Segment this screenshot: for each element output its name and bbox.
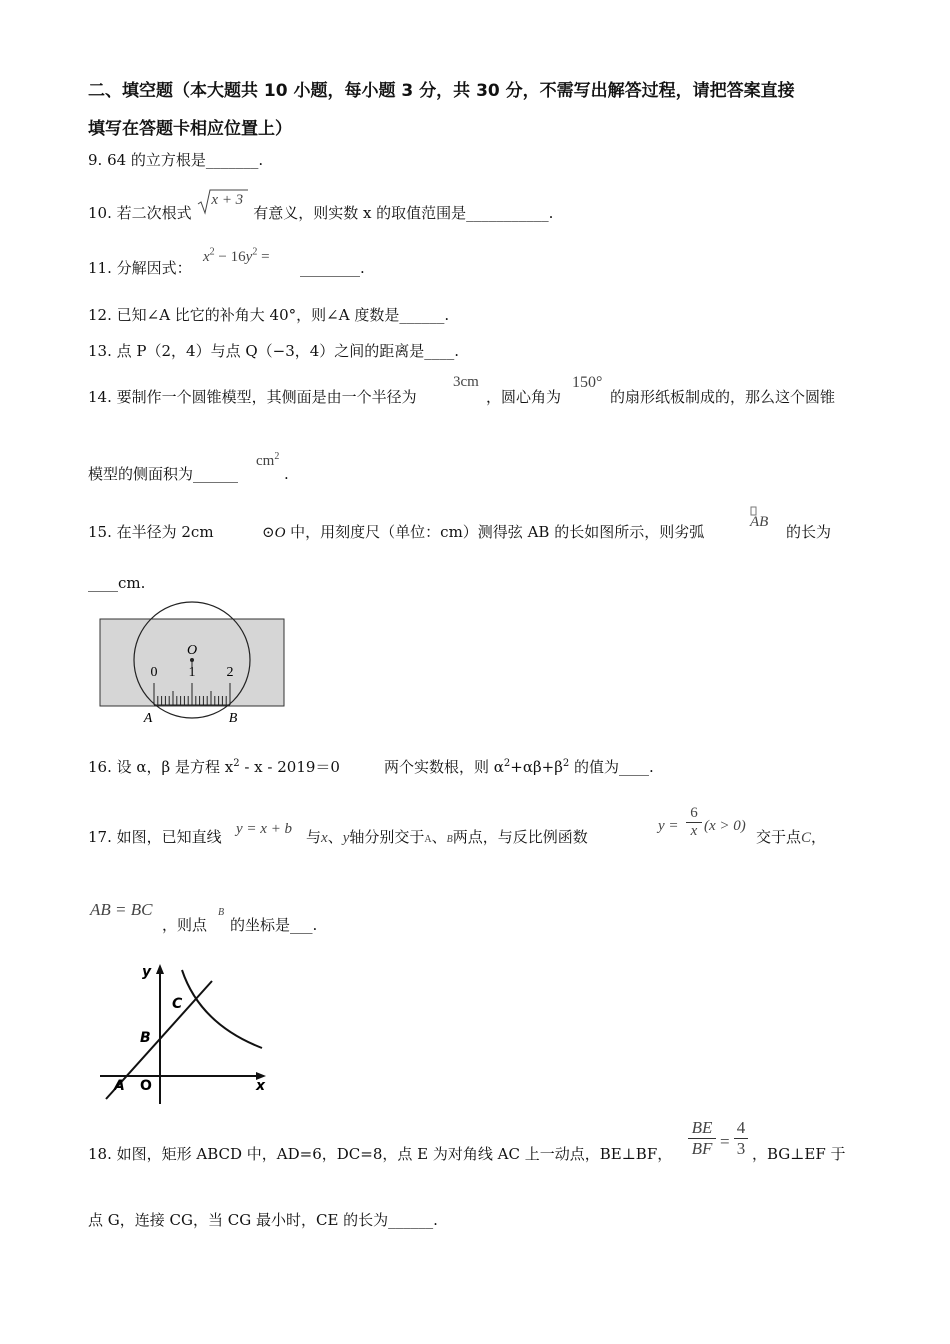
q10-radicand: x + 3 bbox=[211, 192, 244, 208]
q11-mid: − 16 bbox=[214, 249, 246, 265]
q17-line2-end: 的坐标是___. bbox=[230, 916, 318, 934]
q10-pre: 10. 若二次根式 bbox=[88, 204, 192, 222]
hyperbola-curve bbox=[182, 970, 262, 1048]
q14-mid: ，圆心角为 bbox=[486, 388, 562, 406]
tick-label-2: 2 bbox=[226, 665, 234, 680]
tick-label-0: 0 bbox=[150, 665, 158, 680]
q11-eq: = bbox=[257, 249, 270, 265]
question-13: 13. 点 P（2，4）与点 Q（−3，4）之间的距离是____. bbox=[88, 342, 460, 360]
section-heading-line1: 二、填空题（本大题共 10 小题，每小题 3 分，共 30 分，不需写出解答过程，请把答案直接 bbox=[88, 81, 795, 101]
q11-y: y bbox=[245, 249, 253, 265]
q11-pre: 11. 分解因式： bbox=[88, 259, 192, 277]
q17-condition: (x > 0) bbox=[704, 818, 746, 834]
q15-main bbox=[262, 522, 704, 543]
q15-post: 的长为 bbox=[786, 523, 832, 541]
q14-angle: 150° bbox=[572, 374, 603, 391]
q18-eq: = bbox=[720, 1132, 730, 1151]
q14-pre: 14. 要制作一个圆锥模型，其侧面是由一个半径为 bbox=[88, 388, 417, 406]
question-16 bbox=[88, 754, 340, 777]
label-y: y bbox=[142, 964, 152, 980]
y-axis-arrow-icon bbox=[156, 964, 164, 974]
label-b: B bbox=[228, 711, 238, 726]
q10-sqrt bbox=[196, 192, 248, 218]
q16-post: 两个实数根，则 $\alpha^2+\alpha\beta+\beta^2$ 的值为____. bbox=[384, 758, 654, 776]
q15-pre: 15. 在半径为 2cm bbox=[88, 523, 214, 541]
question-12: 12. 已知∠A 比它的补角大 40°，则∠A 度数是______. bbox=[88, 306, 450, 324]
q17-line2-b: B bbox=[218, 907, 225, 918]
q11-x: x bbox=[203, 249, 210, 265]
q18-line2: 点 G，连接 CG，当 CG 最小时，CE 的长为______. bbox=[88, 1211, 438, 1229]
q14-unit: $cm^2$ bbox=[256, 451, 280, 469]
question-9: 9. 64 的立方根是_______. bbox=[88, 151, 264, 169]
q17-fraction: $\frac{6}{x}$ bbox=[686, 805, 702, 840]
q14-post: 的扇形纸板制成的，那么这个圆锥 bbox=[610, 388, 836, 406]
label-o: O bbox=[140, 1078, 152, 1094]
q17-end: 交于点C， bbox=[756, 828, 827, 846]
question-10 bbox=[88, 192, 554, 223]
q17-line-eq: y = x + b bbox=[236, 821, 293, 837]
section-heading-line2: 填写在答题卡相应位置上） bbox=[88, 119, 292, 139]
q14-line2: 模型的侧面积为______ bbox=[88, 465, 239, 483]
question-11 bbox=[88, 258, 192, 278]
q17-line2: ，则点 bbox=[162, 916, 208, 934]
q18-pre: 18. 如图，矩形 ABCD 中，AD=6，DC=8，点 E 为对角线 AC 上一动点，BE⊥BF， bbox=[88, 1145, 673, 1163]
label-x: x bbox=[256, 1078, 266, 1094]
q11-expression bbox=[203, 246, 270, 266]
q17-line2-eq: AB = BC bbox=[90, 900, 153, 919]
label-a: A bbox=[114, 1078, 125, 1094]
q17-func-y: y = bbox=[658, 818, 679, 834]
figure-17-graph bbox=[96, 956, 272, 1108]
q17-pre: 17. 如图，已知直线 bbox=[88, 828, 222, 846]
q11-sup2: 2 bbox=[252, 246, 258, 258]
label-o: O bbox=[186, 643, 198, 658]
tick-label-1: 1 bbox=[188, 665, 196, 680]
q16-pre: 16. 设 α，β 是方程 x bbox=[88, 758, 234, 776]
q14-end: . bbox=[284, 465, 289, 483]
q18-fraction-4-3: $\frac{4}{3}$ bbox=[734, 1118, 748, 1159]
label-c: C bbox=[172, 996, 183, 1012]
q11-sup1: 2 bbox=[209, 246, 215, 258]
label-b: B bbox=[140, 1030, 151, 1046]
q18-post: ，BG⊥EF 于 bbox=[752, 1145, 846, 1163]
q14-radius: 3cm bbox=[453, 374, 479, 390]
q15-line2: ____cm. bbox=[88, 574, 146, 592]
figure-15-ruler-circle bbox=[96, 600, 292, 730]
q10-post: 有意义，则实数 x 的取值范围是___________. bbox=[253, 204, 554, 222]
q17-line1: 与x、y轴分别交于A、B两点，与反比例函数 bbox=[306, 828, 588, 846]
q18-fraction-be-bf: $\frac{BE}{BF}$ bbox=[688, 1118, 716, 1159]
q16-sup: 2 bbox=[233, 758, 240, 769]
q15-circle-symbol: ⊙O bbox=[262, 525, 286, 541]
label-a: A bbox=[143, 711, 153, 726]
q16-mid: - x - 2019＝0 bbox=[239, 758, 340, 776]
q15-mid: 中，用刻度尺（单位：cm）测得弦 AB 的长如图所示，则劣弧 bbox=[285, 523, 705, 541]
q11-post: ________. bbox=[300, 259, 365, 277]
